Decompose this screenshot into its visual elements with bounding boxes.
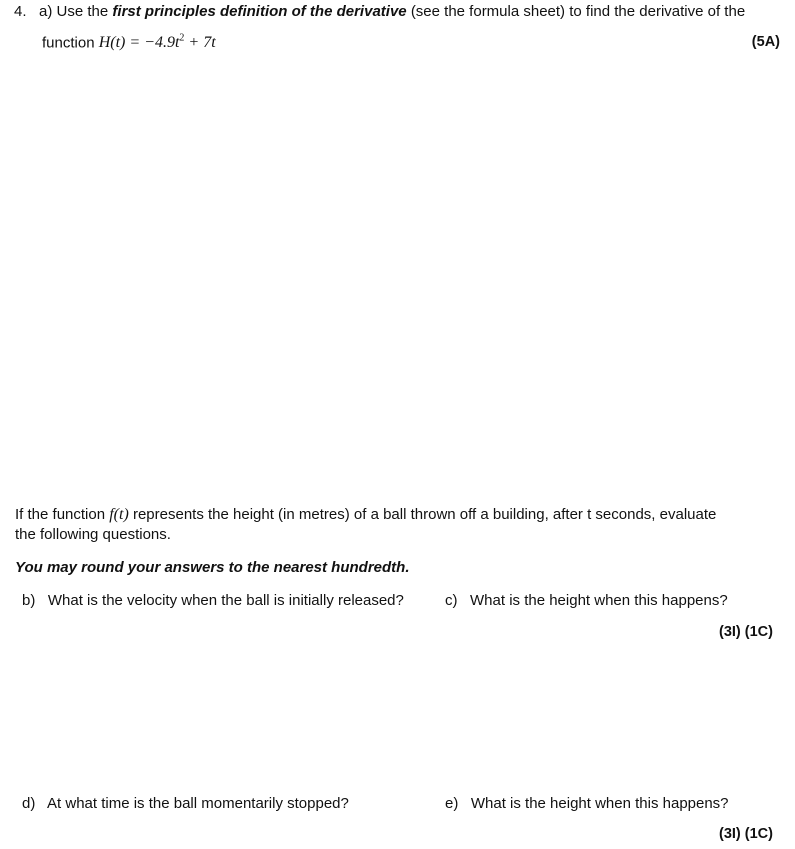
part-c-label: c) [445, 592, 458, 609]
function-expression [99, 34, 216, 51]
part-a-marks: (5A) [751, 34, 780, 50]
part-c-question: What is the height when this happens? [470, 592, 728, 609]
context-line1-after: represents the height (in metres) of a ball thrown off a building, after t seconds, evaluate [132, 506, 717, 523]
part-a-text-before: Use the [56, 3, 109, 20]
part-b-label: b) [22, 592, 36, 609]
part-d [22, 795, 349, 812]
part-a-emphasis: first principles definition of the derivative [112, 3, 407, 20]
function-expression-suffix: + 7t [184, 34, 216, 52]
part-c-marks: (3I) (1C) [719, 624, 773, 640]
part-c [445, 592, 728, 609]
part-a-label: a) [39, 3, 53, 20]
context-line1 [15, 506, 716, 524]
context-line2: the following questions. [15, 526, 171, 543]
part-d-label: d) [22, 795, 36, 812]
context-function-name: f(t) [109, 506, 129, 523]
rounding-note: You may round your answers to the nearest hundredth. [15, 559, 410, 576]
part-b [22, 592, 404, 609]
part-e-label: e) [445, 795, 459, 812]
part-d-question: At what time is the ball momentarily stopped? [47, 795, 349, 812]
part-e-marks: (3I) (1C) [719, 826, 773, 842]
question-4a-line2 [42, 33, 216, 52]
question-4a-line1 [14, 3, 745, 20]
part-a-text-after: (see the formula sheet) to find the derivative of the [410, 3, 746, 20]
part-e-question: What is the height when this happens? [470, 795, 729, 812]
function-exponent: 2 [179, 33, 185, 44]
context-line1-before: If the function [15, 506, 106, 523]
part-e [445, 795, 729, 812]
part-b-question: What is the velocity when the ball is initially released? [47, 592, 404, 609]
function-prefix: function [42, 34, 95, 52]
function-expression-main: H(t) = −4.9t [98, 34, 180, 52]
question-number: 4. [14, 3, 27, 20]
